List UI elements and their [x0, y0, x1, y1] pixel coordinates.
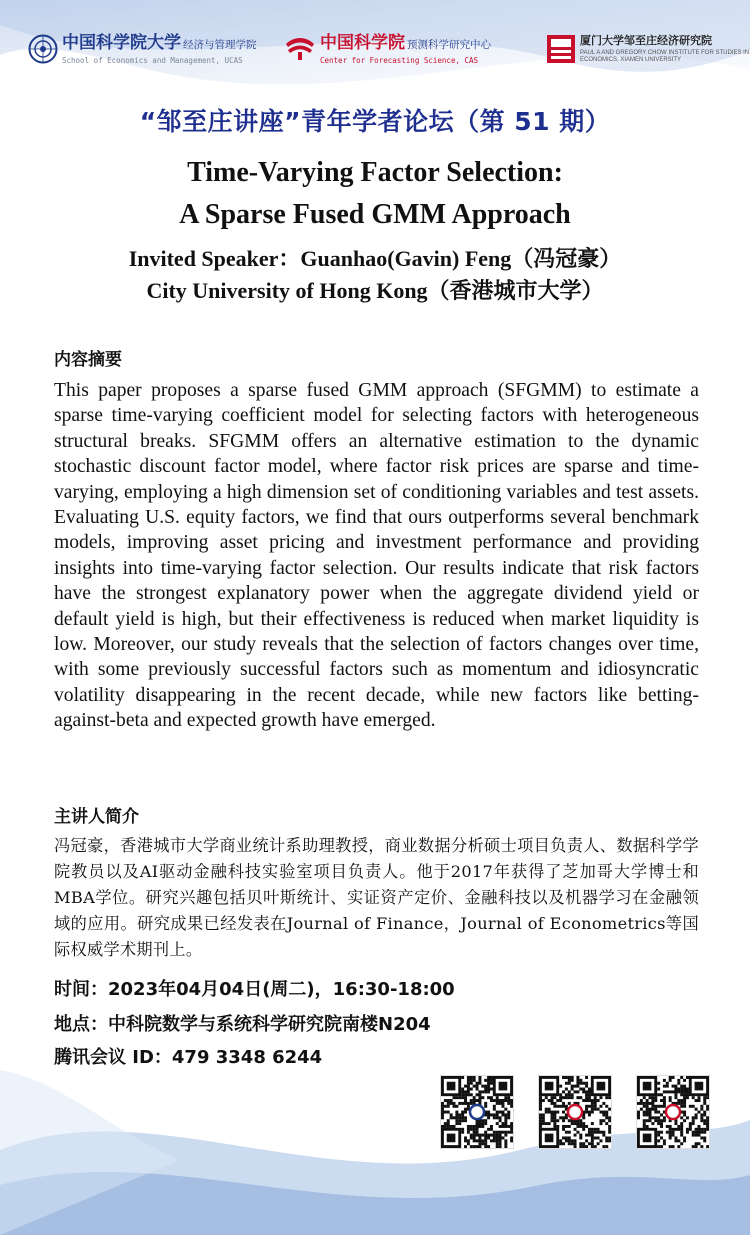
cas-logo-english: Center for Forecasting Science, CAS [320, 56, 479, 65]
chow-institute-name: 厦门大学邹至庄经济研究院 [580, 34, 712, 47]
cas-logo [284, 34, 491, 66]
abstract-text: This paper proposes a sparse fused GMM approach (SFGMM) to estimate a sparse time-varying coefficient model for selecting factors with heterogeneous structural breaks. SFGMM offers an alternative estimation to the dynamic stochastic discount factor model, where factor risk prices are sparse and time-varying, employing a high dimension set of conditioning variables and test assets. Evaluating U.S. equity factors, we find that ours outperforms several benchmark models, improving asset pricing and investment performance and providing insights into time-varying factor selection. Our results indicate that risk factors have the strongest explanatory power when the aggregate dividend yield or default yield is high, but their effectiveness is reduced when market liquidity is low. Moreover, our study reveals that the selection of factors changes over time, with some previously successful factors such as momentum and idiosyncratic volatility disappearing in the recent decade, while new factors like betting-against-beta and expected growth have emerged. [54, 380, 699, 732]
event-location: 地点：中科院数学与系统科学研究院南楼N204 [54, 1014, 431, 1035]
bio-text: 冯冠豪，香港城市大学商业统计系助理教授，商业数据分析硕士项目负责人、数据科学学院教员以及AI驱动金融科技实验室项目负责人。他于2017年获得了芝加哥大学博士和MBA学位。研究兴趣包括贝叶斯统计、实证资产定价、金融科技以及机器学习在金融领域的应用。研究成果已经发表在Journal of Finance，Journal of Econometrics等国际权威学术期刊上。 [54, 836, 699, 959]
affiliation-line: City University of Hong Kong（香港城市大学） [146, 278, 604, 303]
meeting-id: 腾讯会议 ID：479 3348 6244 [54, 1047, 323, 1068]
ucas-logo-name: 中国科学院大学 [62, 33, 181, 53]
cas-logo-center: 预测科学研究中心 [407, 39, 491, 51]
qr-code-icon[interactable] [636, 1075, 710, 1149]
header-logos [28, 33, 750, 78]
ucas-logo [28, 34, 257, 66]
chow-institute-english: PAUL A AND GREGORY CHOW INSTITUTE FOR STUDIES IN ECONOMICS, XIAMEN UNIVERSITY [580, 50, 750, 63]
ucas-logo-english: School of Economics and Management, UCAS [62, 56, 243, 65]
abstract-heading: 内容摘要 [54, 350, 122, 370]
chow-institute-logo [546, 34, 750, 64]
qr-code-icon[interactable] [538, 1075, 612, 1149]
ucas-emblem-icon [28, 34, 58, 64]
event-time: 时间：2023年04月04日(周二)，16:30-18:00 [54, 979, 455, 1000]
cas-logo-icon [284, 34, 316, 62]
talk-title-line-2: A Sparse Fused GMM Approach [179, 199, 571, 230]
ucas-logo-school: 经济与管理学院 [183, 39, 257, 51]
speaker-line: Invited Speaker：Guanhao(Gavin) Feng（冯冠豪） [128, 246, 622, 271]
bio-heading: 主讲人简介 [54, 807, 139, 827]
qr-code-icon[interactable] [440, 1075, 514, 1149]
talk-title-line-1: Time-Varying Factor Selection: [187, 157, 563, 188]
chow-institute-logo-icon [546, 34, 576, 64]
forum-title: “邹至庄讲座”青年学者论坛（第 51 期） [139, 107, 611, 136]
cas-logo-name: 中国科学院 [320, 33, 405, 53]
